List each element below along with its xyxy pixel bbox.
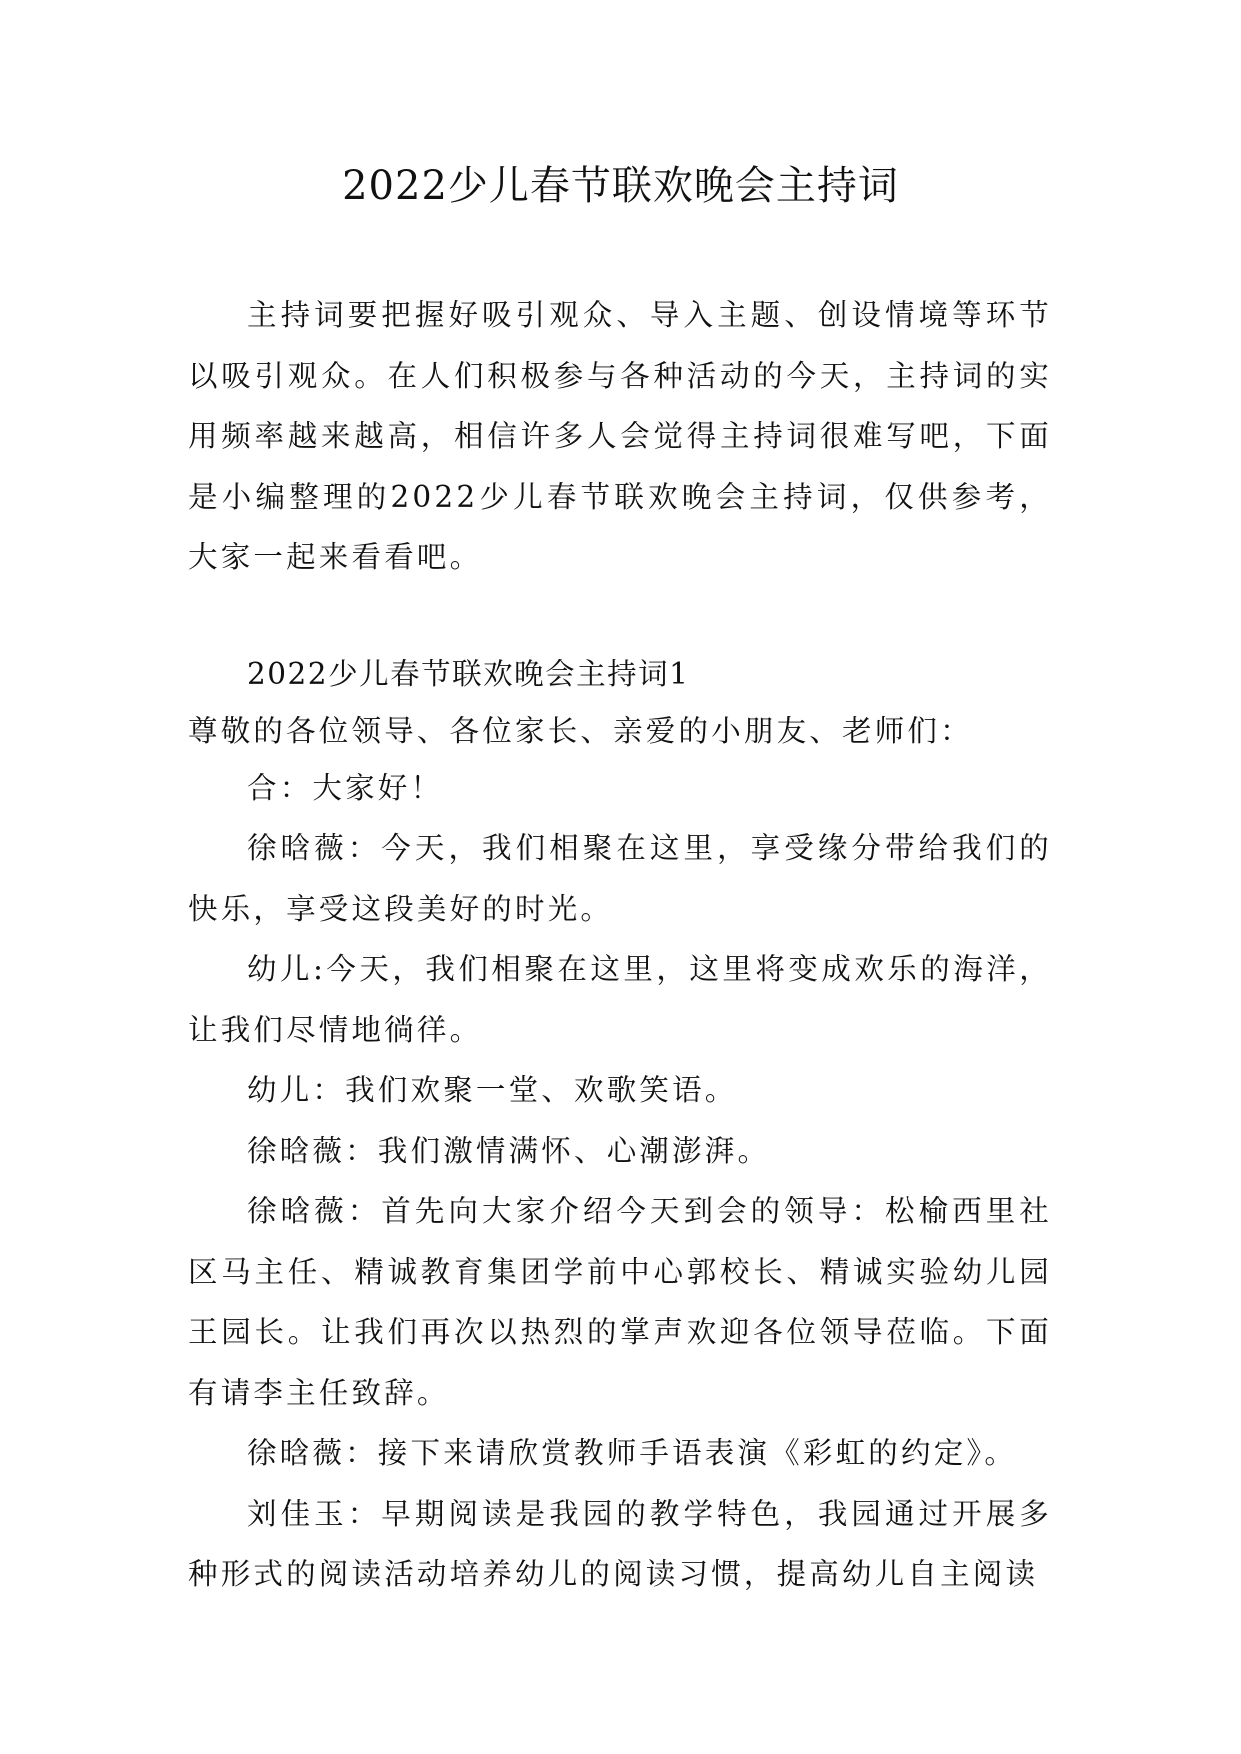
- intro-paragraph: 主持词要把握好吸引观众、导入主题、创设情境等环节以吸引观众。在人们积极参与各种活动的今天，主持词的实用频率越来越高，相信许多人会觉得主持词很难写吧，下面是小编整理的2022少儿春节联欢晚会主持词，仅供参考，大家一起来看看吧。: [188, 298, 1052, 574]
- script-line: 徐晗薇：我们激情满怀、心潮澎湃。: [247, 1133, 771, 1168]
- script-line: 合：大家好！: [247, 770, 444, 805]
- script-line: 徐晗薇：首先向大家介绍今天到会的领导：松榆西里社区马主任、精诚教育集团学前中心郭校长、精诚实验幼儿园王园长。让我们再次以热烈的掌声欢迎各位领导莅临。下面有请李主任致辞。: [188, 1194, 1052, 1410]
- document-body: [188, 285, 1052, 1605]
- script-line: 刘佳玉：早期阅读是我园的教学特色，我园通过开展多种形式的阅读活动培养幼儿的阅读习惯，提高幼儿自主阅读: [188, 1496, 1052, 1591]
- script-line: 幼儿:今天，我们相聚在这里，这里将变成欢乐的海洋，让我们尽情地徜徉。: [188, 952, 1052, 1047]
- section-heading: 2022少儿春节联欢晚会主持词1: [247, 656, 690, 691]
- script-line: 徐晗薇：接下来请欣赏教师手语表演《彩虹的约定》。: [247, 1436, 1018, 1470]
- script-line: 幼儿：我们欢聚一堂、欢歌笑语。: [247, 1073, 738, 1107]
- salutation: 尊敬的各位领导、各位家长、亲爱的小朋友、老师们：: [188, 713, 973, 748]
- script-line: 徐晗薇：今天，我们相聚在这里，享受缘分带给我们的快乐，享受这段美好的时光。: [188, 831, 1052, 926]
- document-title: 2022少儿春节联欢晚会主持词: [342, 163, 899, 209]
